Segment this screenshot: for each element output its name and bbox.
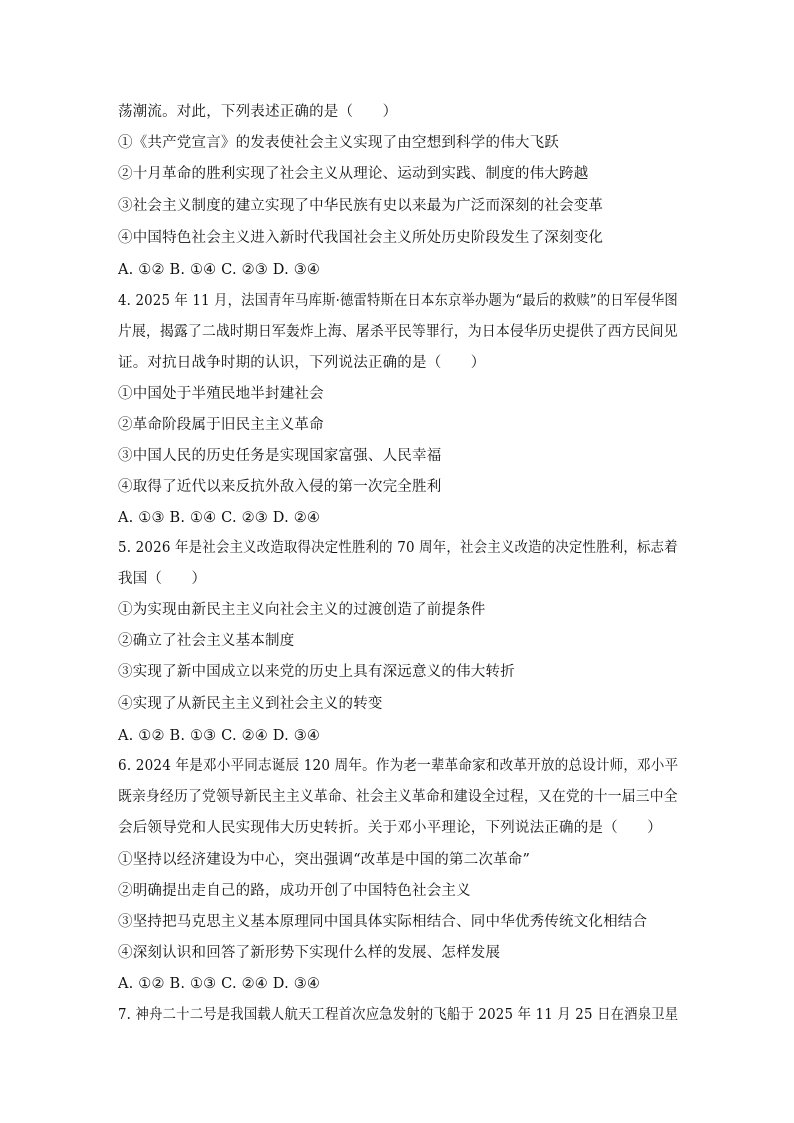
question-6-stem-line-2: 既亲身经历了党领导新民主主义革命、社会主义革命和建设全过程，又在党的十一届三中全	[118, 789, 678, 805]
question-6-option-4: ④深刻认识和回答了新形势下实现什么样的发展、怎样发展	[118, 945, 501, 961]
question-5-option-3: ③实现了新中国成立以来党的历史上具有深远意义的伟大转折	[118, 664, 515, 680]
question-3-option-2: ②十月革命的胜利实现了社会主义从理论、运动到实践、制度的伟大跨越	[118, 166, 589, 182]
question-4-option-3: ③中国人民的历史任务是实现国家富强、人民幸福	[118, 448, 442, 464]
question-3-option-4: ④中国特色社会主义进入新时代我国社会主义所处历史阶段发生了深刻变化	[118, 230, 604, 246]
question-7-stem-line-1: 7. 神舟二十二号是我国载人航天工程首次应急发射的飞船于 2025 年 11 月 25 日在酒泉卫星	[118, 1007, 679, 1023]
question-6-option-1: ①坚持以经济建设为中心，突出强调“改革是中国的第二次革命”	[118, 852, 531, 868]
question-4-stem-line-3: 证。对抗日战争时期的认识，下列说法正确的是（ ）	[118, 355, 486, 371]
question-6-option-2: ②明确提出走自己的路，成功开创了中国特色社会主义	[118, 883, 471, 899]
question-4-stem-line-1: 4. 2025 年 11 月，法国青年马库斯·德雷特斯在日本东京举办题为“最后的救赎”的日军侵华图	[118, 293, 678, 309]
question-5-option-2: ②确立了社会主义基本制度	[118, 633, 295, 649]
question-3-option-1: ①《共产党宣言》的发表使社会主义实现了由空想到科学的伟大飞跃	[118, 135, 559, 151]
question-6-stem-line-1: 6. 2024 年是邓小平同志诞辰 120 周年。作为老一辈革命家和改革开放的总设计师，邓小平	[118, 758, 679, 774]
question-6-answer-choices: A. ①② B. ①③ C. ②④ D. ③④	[118, 976, 321, 992]
question-4-option-1: ①中国处于半殖民地半封建社会	[118, 386, 324, 402]
question-5-stem-line-2: 我国（ ）	[118, 571, 207, 587]
question-4-option-2: ②革命阶段属于旧民主主义革命	[118, 417, 324, 433]
question-6-stem-line-3: 会后领导党和人民实现伟大历史转折。关于邓小平理论，下列说法正确的是（ ）	[118, 820, 662, 836]
question-4-answer-choices: A. ①③ B. ①④ C. ②③ D. ②④	[118, 510, 321, 526]
question-3-answer-choices: A. ①② B. ①④ C. ②③ D. ③④	[118, 262, 321, 278]
question-5-option-1: ①为实现由新民主主义向社会主义的过渡创造了前提条件	[118, 602, 486, 618]
question-5-stem-line-1: 5. 2026 年是社会主义改造取得决定性胜利的 70 周年，社会主义改造的决定性胜利，标志着	[118, 540, 678, 556]
question-5-option-4: ④实现了从新民主主义到社会主义的转变	[118, 696, 383, 712]
question-4-option-4: ④取得了近代以来反抗外敌入侵的第一次完全胜利	[118, 479, 442, 495]
question-3-stem-continuation: 荡潮流。对此，下列表述正确的是（ ）	[118, 104, 398, 120]
question-3-option-3: ③社会主义制度的建立实现了中华民族有史以来最为广泛而深刻的社会变革	[118, 198, 604, 214]
question-5-answer-choices: A. ①② B. ①③ C. ②④ D. ③④	[118, 728, 321, 744]
question-6-option-3: ③坚持把马克思主义基本原理同中国具体实际相结合、同中华优秀传统文化相结合	[118, 914, 648, 930]
question-4-stem-line-2: 片展，揭露了二战时期日军轰炸上海、屠杀平民等罪行，为日本侵华历史提供了西方民间见	[118, 324, 678, 340]
